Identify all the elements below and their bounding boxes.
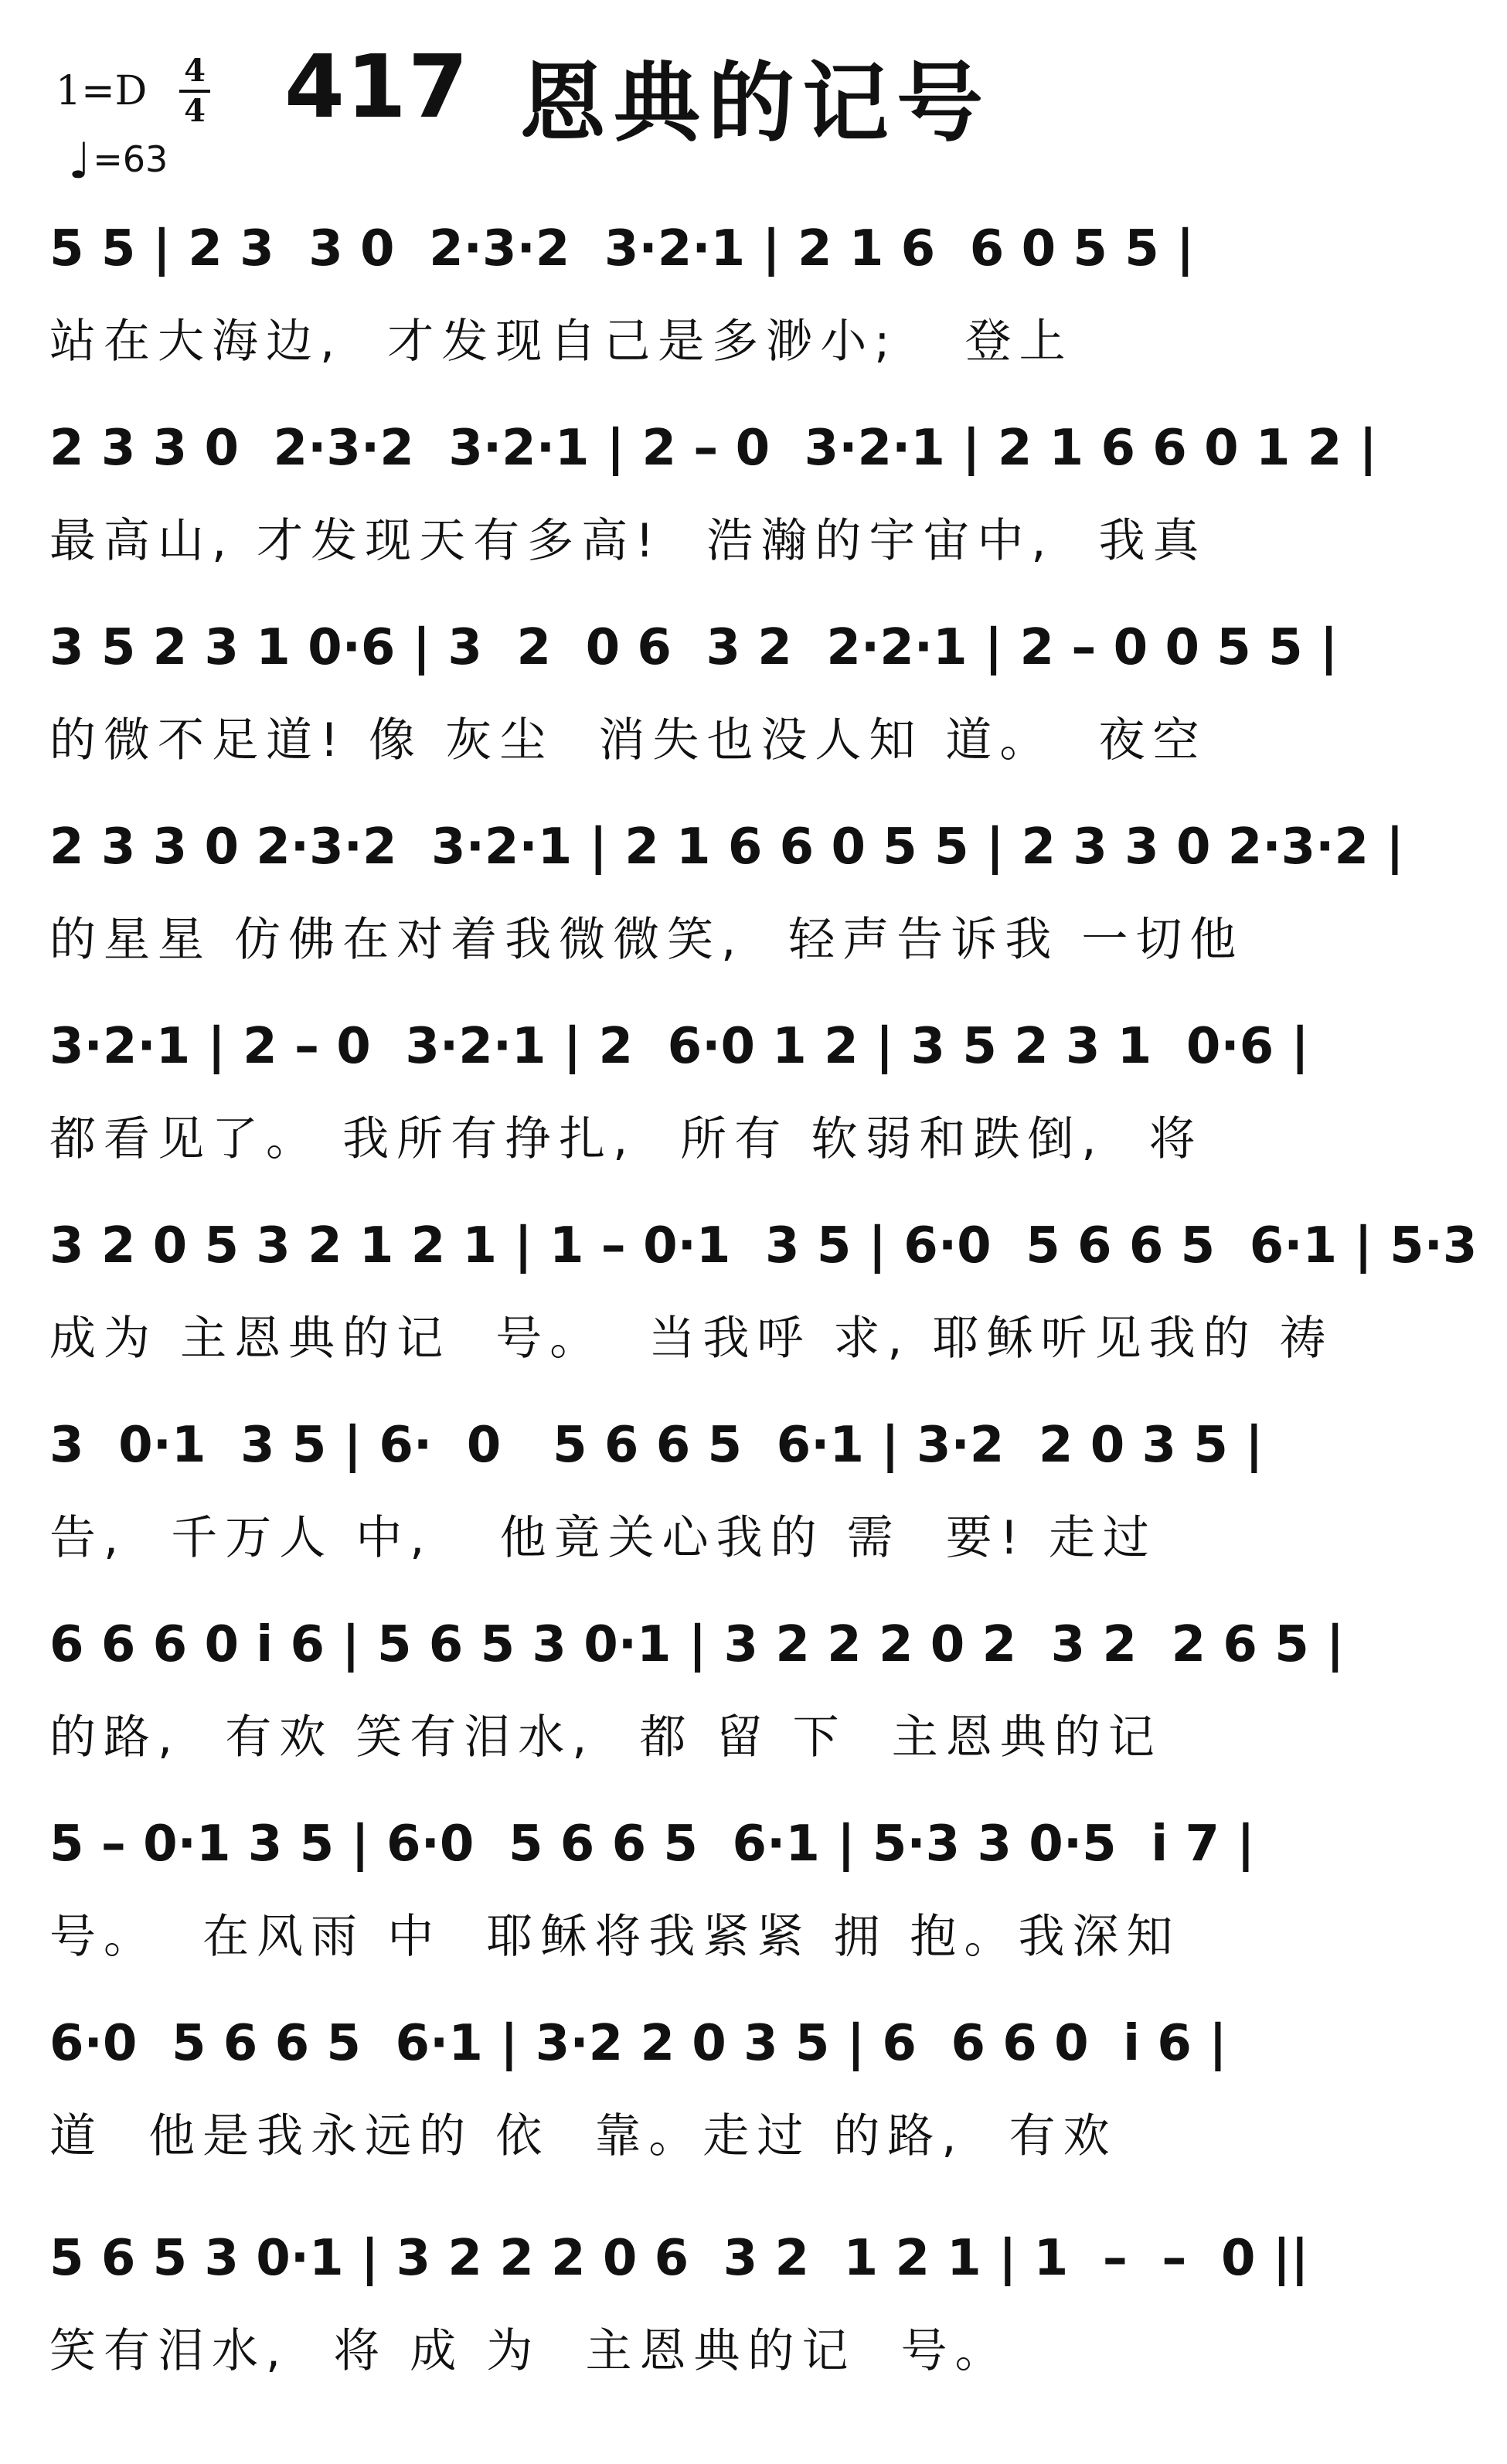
lyrics-row: 号。 在风雨 中 耶稣将我紧紧 拥 抱。我深知: [49, 1910, 1181, 1964]
lyrics-row: 的星星 仿佛在对着我微微笑, 轻声告诉我 一切他: [49, 913, 1244, 967]
notation-row: 6 6 6 0 i 6 | 5 6 5 3 0·1 | 3 2 2 2 0 2 3 2 2 6 5 |: [49, 1616, 1345, 1673]
notation-row: 5 – 0·1 3 5 | 6·0 5 6 6 5 6·1 | 5·3 3 0·5 i 7 |: [49, 1816, 1255, 1873]
lyrics-row: 都看见了。 我所有挣扎, 所有 软弱和跌倒, 将: [49, 1112, 1203, 1166]
notation-row: 3 2 0 5 3 2 1 2 1 | 1 – 0·1 3 5 | 6·0 5 6 6 5 6·1 | 5·3: [49, 1217, 1478, 1275]
score-line: [49, 1606, 1464, 1799]
lyrics-row: 的微不足道! 像 灰尘 消失也没人知 道。 夜空: [49, 713, 1207, 767]
notation-row: 3·2·1 | 2 – 0 3·2·1 | 2 6·0 1 2 | 3 5 2 3 1 0·6 |: [49, 1018, 1309, 1075]
score-line: [49, 2220, 1464, 2413]
notation-row: 6·0 5 6 6 5 6·1 | 3·2 2 0 3 5 | 6 6 6 0 i 6 |: [49, 2015, 1227, 2072]
notation-row: 5 5 | 2 3 3 0 2·3·2 3·2·1 | 2 1 6 6 0 5 5 |: [49, 220, 1195, 277]
quarter-note-icon: ♩: [68, 133, 92, 190]
song-title: 恩典的记号: [519, 53, 991, 154]
lyrics-row: 成为 主恩典的记 号。 当我呼 求, 耶稣听见我的 祷: [49, 1312, 1334, 1366]
lyrics-row: 最高山, 才发现天有多高! 浩瀚的宇宙中, 我真: [49, 514, 1207, 568]
score-line: [49, 808, 1464, 1002]
score-line: [49, 410, 1464, 603]
score-line: [49, 1407, 1464, 1600]
notation-row: 5 6 5 3 0·1 | 3 2 2 2 0 6 3 2 1 2 1 | 1 – – 0 ||: [49, 2230, 1309, 2287]
score-line: [49, 2005, 1464, 2198]
hymn-number: 417: [284, 37, 470, 138]
lyrics-row: 笑有泪水, 将 成 为 主恩典的记 号。: [49, 2324, 1009, 2378]
lyrics-row: 告, 千万人 中, 他竟关心我的 需 要! 走过: [49, 1511, 1157, 1565]
notation-row: 3 5 2 3 1 0·6 | 3 2 0 6 3 2 2·2·1 | 2 – 0 0 5 5 |: [49, 619, 1339, 676]
score-line: [49, 1207, 1478, 1400]
tempo-value: =63: [93, 138, 168, 180]
key-signature: 1=D: [56, 68, 148, 114]
lyrics-row: 站在大海边, 才发现自己是多渺小; 登上: [49, 315, 1073, 369]
notation-row: 2 3 3 0 2·3·2 3·2·1 | 2 – 0 3·2·1 | 2 1 6 6 0 1 2 |: [49, 420, 1377, 477]
lyrics-row: 的路, 有欢 笑有泪水, 都 留 下 主恩典的记: [49, 1710, 1162, 1765]
notation-row: 3 0·1 3 5 | 6· 0 5 6 6 5 6·1 | 3·2 2 0 3 5 |: [49, 1417, 1264, 1474]
score-line: [49, 609, 1464, 802]
score-line: [49, 1805, 1464, 1999]
score-line: [49, 1008, 1464, 1201]
meter-top: 4: [184, 53, 206, 89]
score-line: [49, 210, 1464, 403]
meter-bottom: 4: [184, 93, 206, 129]
lyrics-row: 道 他是我永远的 依 靠。走过 的路, 有欢: [49, 2109, 1117, 2163]
notation-row: 2 3 3 0 2·3·2 3·2·1 | 2 1 6 6 0 5 5 | 2 3 3 0 2·3·2 |: [49, 818, 1404, 876]
